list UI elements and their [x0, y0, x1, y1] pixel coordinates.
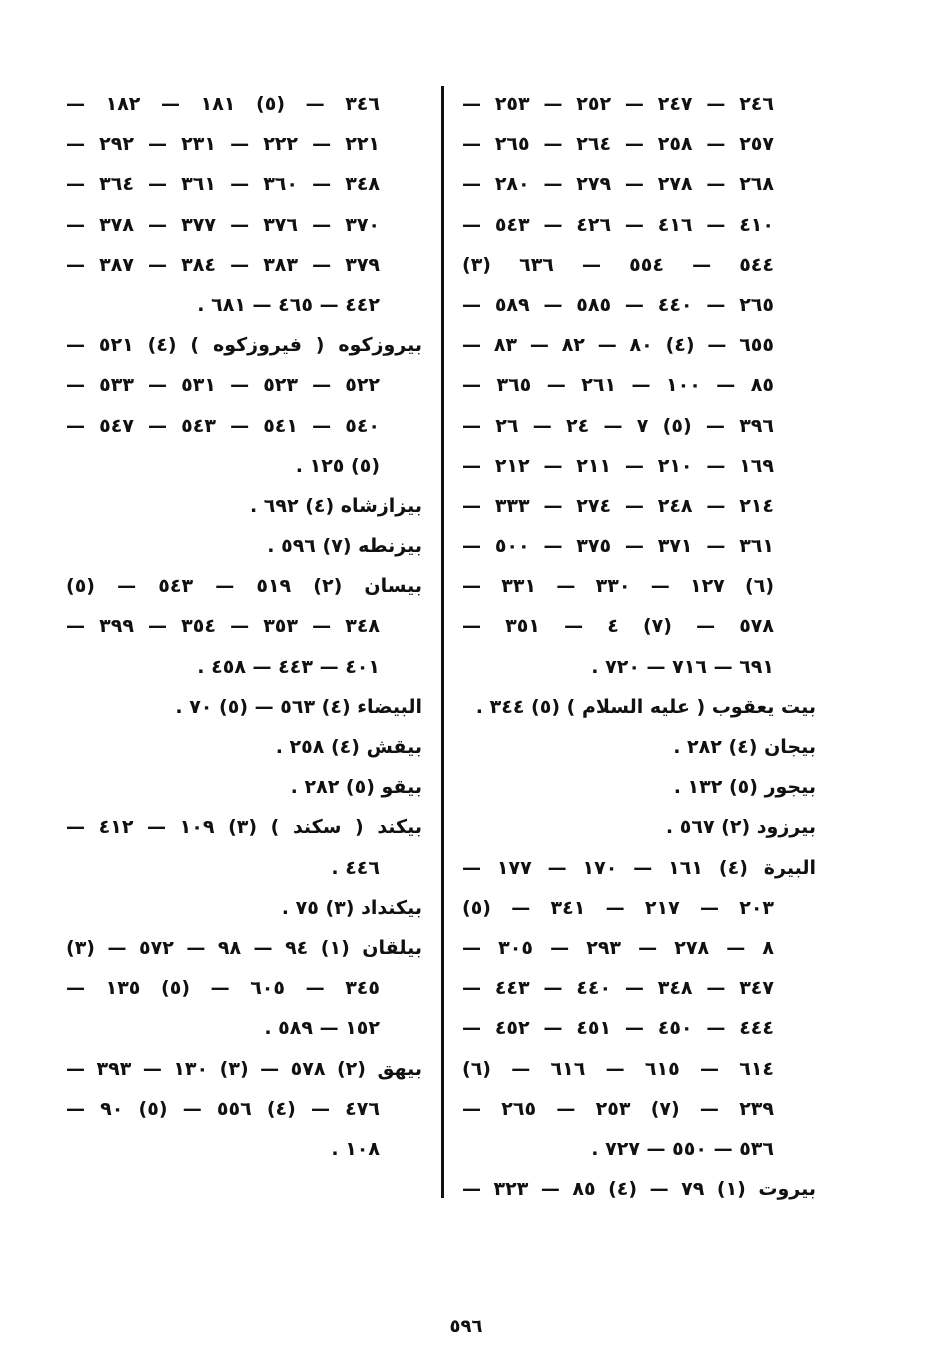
- left-column: [66, 84, 422, 1169]
- index-line: ٥٢٢ — ٥٢٣ — ٥٣١ — ٥٣٣ —: [66, 374, 381, 397]
- index-line: ٨ — ٢٧٨ — ٢٩٣ — ٣٠٥ —: [462, 936, 774, 959]
- index-line: ٢٤٦ — ٢٤٧ — ٢٥٢ — ٢٥٣ —: [462, 93, 774, 115]
- index-entry-heading: بيكند ( سكند ) (٣) ١٠٩ — ٤١٢ —: [66, 816, 422, 839]
- index-line: ٢٢١ — ٢٢٢ — ٢٣١ — ٢٩٢ —: [66, 133, 381, 156]
- index-line: ٥٤٠ — ٥٤١ — ٥٤٣ — ٥٤٧ —: [66, 414, 381, 437]
- index-line: ٣٩٦ — (٥) ٧ — ٢٤ — ٢٦ —: [462, 414, 774, 437]
- index-line: ٢٥٧ — ٢٥٨ — ٢٦٤ — ٢٦٥ —: [462, 133, 774, 156]
- index-entry-heading: بيكنداد (٣) ٧٥ .: [281, 896, 422, 919]
- index-line: ٤٠١ — ٤٤٣ — ٤٥٨ .: [197, 655, 380, 678]
- index-entry-heading: بيروت (١) ٧٩ — (٤) ٨٥ — ٣٢٣ —: [462, 1178, 816, 1201]
- index-line: ٣٤٨ — ٣٥٣ — ٣٥٤ — ٣٩٩ —: [66, 615, 381, 638]
- index-line: ٣٦١ — ٣٧١ — ٣٧٥ — ٥٠٠ —: [462, 535, 774, 558]
- index-entry-heading: بيجور (٥) ١٣٢ .: [673, 776, 816, 799]
- index-line: ٤٧٦ — (٤) ٥٥٦ — (٥) ٩٠ —: [66, 1097, 380, 1120]
- index-line: ٥٧٨ — (٧) ٤ — ٣٥١ —: [462, 615, 774, 638]
- index-line: ٥٣٦ — ٥٥٠ — ٧٢٧ .: [591, 1137, 774, 1160]
- index-line: ٣٤٨ — ٣٦٠ — ٣٦١ — ٣٦٤ —: [66, 173, 381, 196]
- index-entry-heading: بيلقان (١) ٩٤ — ٩٨ — ٥٧٢ — (٣): [66, 936, 422, 959]
- index-line: ١٥٢ — ٥٨٩ .: [264, 1017, 380, 1040]
- index-line: (٦) ١٢٧ — ٣٣٠ — ٣٣١ —: [462, 575, 775, 598]
- index-entry-heading: بيسان (٢) ٥١٩ — ٥٤٣ — (٥): [66, 575, 422, 598]
- index-line: ٤١٠ — ٤١٦ — ٤٢٦ — ٥٤٣ —: [462, 213, 774, 236]
- index-line: ٤٤٢ — ٤٦٥ — ٦٨١ .: [197, 293, 380, 316]
- index-entry-heading: بيهق (٢) ٥٧٨ — (٣) ١٣٠ — ٣٩٣ —: [66, 1057, 422, 1080]
- index-entry-heading: بيرزود (٢) ٥٦٧ .: [665, 816, 816, 839]
- index-line: ٣٧٠ — ٣٧٦ — ٣٧٧ — ٣٧٨ —: [66, 213, 381, 236]
- column-divider: [441, 86, 444, 1198]
- right-column: [462, 84, 816, 1209]
- index-line: ٣٤٦ — (٥) ١٨١ — ١٨٢ —: [66, 93, 380, 115]
- index-line: (٥) ١٢٥ .: [295, 454, 380, 477]
- index-line: ٣٧٩ — ٣٨٣ — ٣٨٤ — ٣٨٧ —: [66, 253, 381, 276]
- index-entry-heading: بيت يعقوب ( عليه السلام ) (٥) ٣٤٤ .: [475, 695, 816, 718]
- index-line: ٤٤٤ — ٤٥٠ — ٤٥١ — ٤٥٢ —: [462, 1017, 774, 1040]
- index-line: ٢١٤ — ٢٤٨ — ٢٧٤ — ٣٣٣ —: [462, 494, 774, 517]
- index-entry-heading: بيقو (٥) ٢٨٢ .: [290, 776, 422, 799]
- index-entry-heading: البيرة (٤) ١٦١ — ١٧٠ — ١٧٧ —: [462, 856, 816, 879]
- index-entry-heading: البيضاء (٤) ٥٦٣ — (٥) ٧٠ .: [175, 695, 422, 718]
- index-line: ٣٤٥ — ٦٠٥ — (٥) ١٣٥ —: [66, 977, 380, 1000]
- index-entry-heading: بيجان (٤) ٢٨٢ .: [673, 736, 816, 758]
- index-line: ٤٤٦ .: [331, 856, 380, 879]
- index-entry-heading: بيقش (٤) ٢٥٨ .: [275, 736, 422, 758]
- index-entry-heading: بيروزكوه ( فيروزكوه ) (٤) ٥٢١ —: [66, 334, 422, 357]
- index-line: ٢٦٥ — ٤٤٠ — ٥٨٥ — ٥٨٩ —: [462, 293, 774, 316]
- index-entry-heading: بيزازشاه (٤) ٦٩٢ .: [249, 494, 422, 517]
- index-line: ١٦٩ — ٢١٠ — ٢١١ — ٢١٢ —: [462, 454, 774, 477]
- index-line: ١٠٨ .: [331, 1137, 380, 1160]
- index-line: ٢٣٩ — (٧) ٢٥٣ — ٢٦٥ —: [462, 1097, 774, 1120]
- index-entry-heading: بيزنطه (٧) ٥٩٦ .: [267, 535, 422, 558]
- index-line: ٣٤٧ — ٣٤٨ — ٤٤٠ — ٤٤٣ —: [462, 977, 774, 1000]
- index-line: ٦٩١ — ٧١٦ — ٧٢٠ .: [591, 655, 774, 678]
- index-line: ٥٤٤ — ٥٥٤ — ٦٣٦ (٣): [462, 253, 774, 276]
- index-line: ٦٥٥ — (٤) ٨٠ — ٨٢ — ٨٣ —: [462, 334, 774, 357]
- index-line: ٢٠٣ — ٢١٧ — ٣٤١ — (٥): [462, 896, 775, 919]
- index-line: ٨٥ — ١٠٠ — ٢٦١ — ٣٦٥ —: [462, 374, 774, 397]
- index-line: ٦١٤ — ٦١٥ — ٦١٦ — (٦): [462, 1057, 775, 1080]
- page-number: ٥٩٦: [449, 1316, 483, 1337]
- index-line: ٢٦٨ — ٢٧٨ — ٢٧٩ — ٢٨٠ —: [462, 173, 774, 196]
